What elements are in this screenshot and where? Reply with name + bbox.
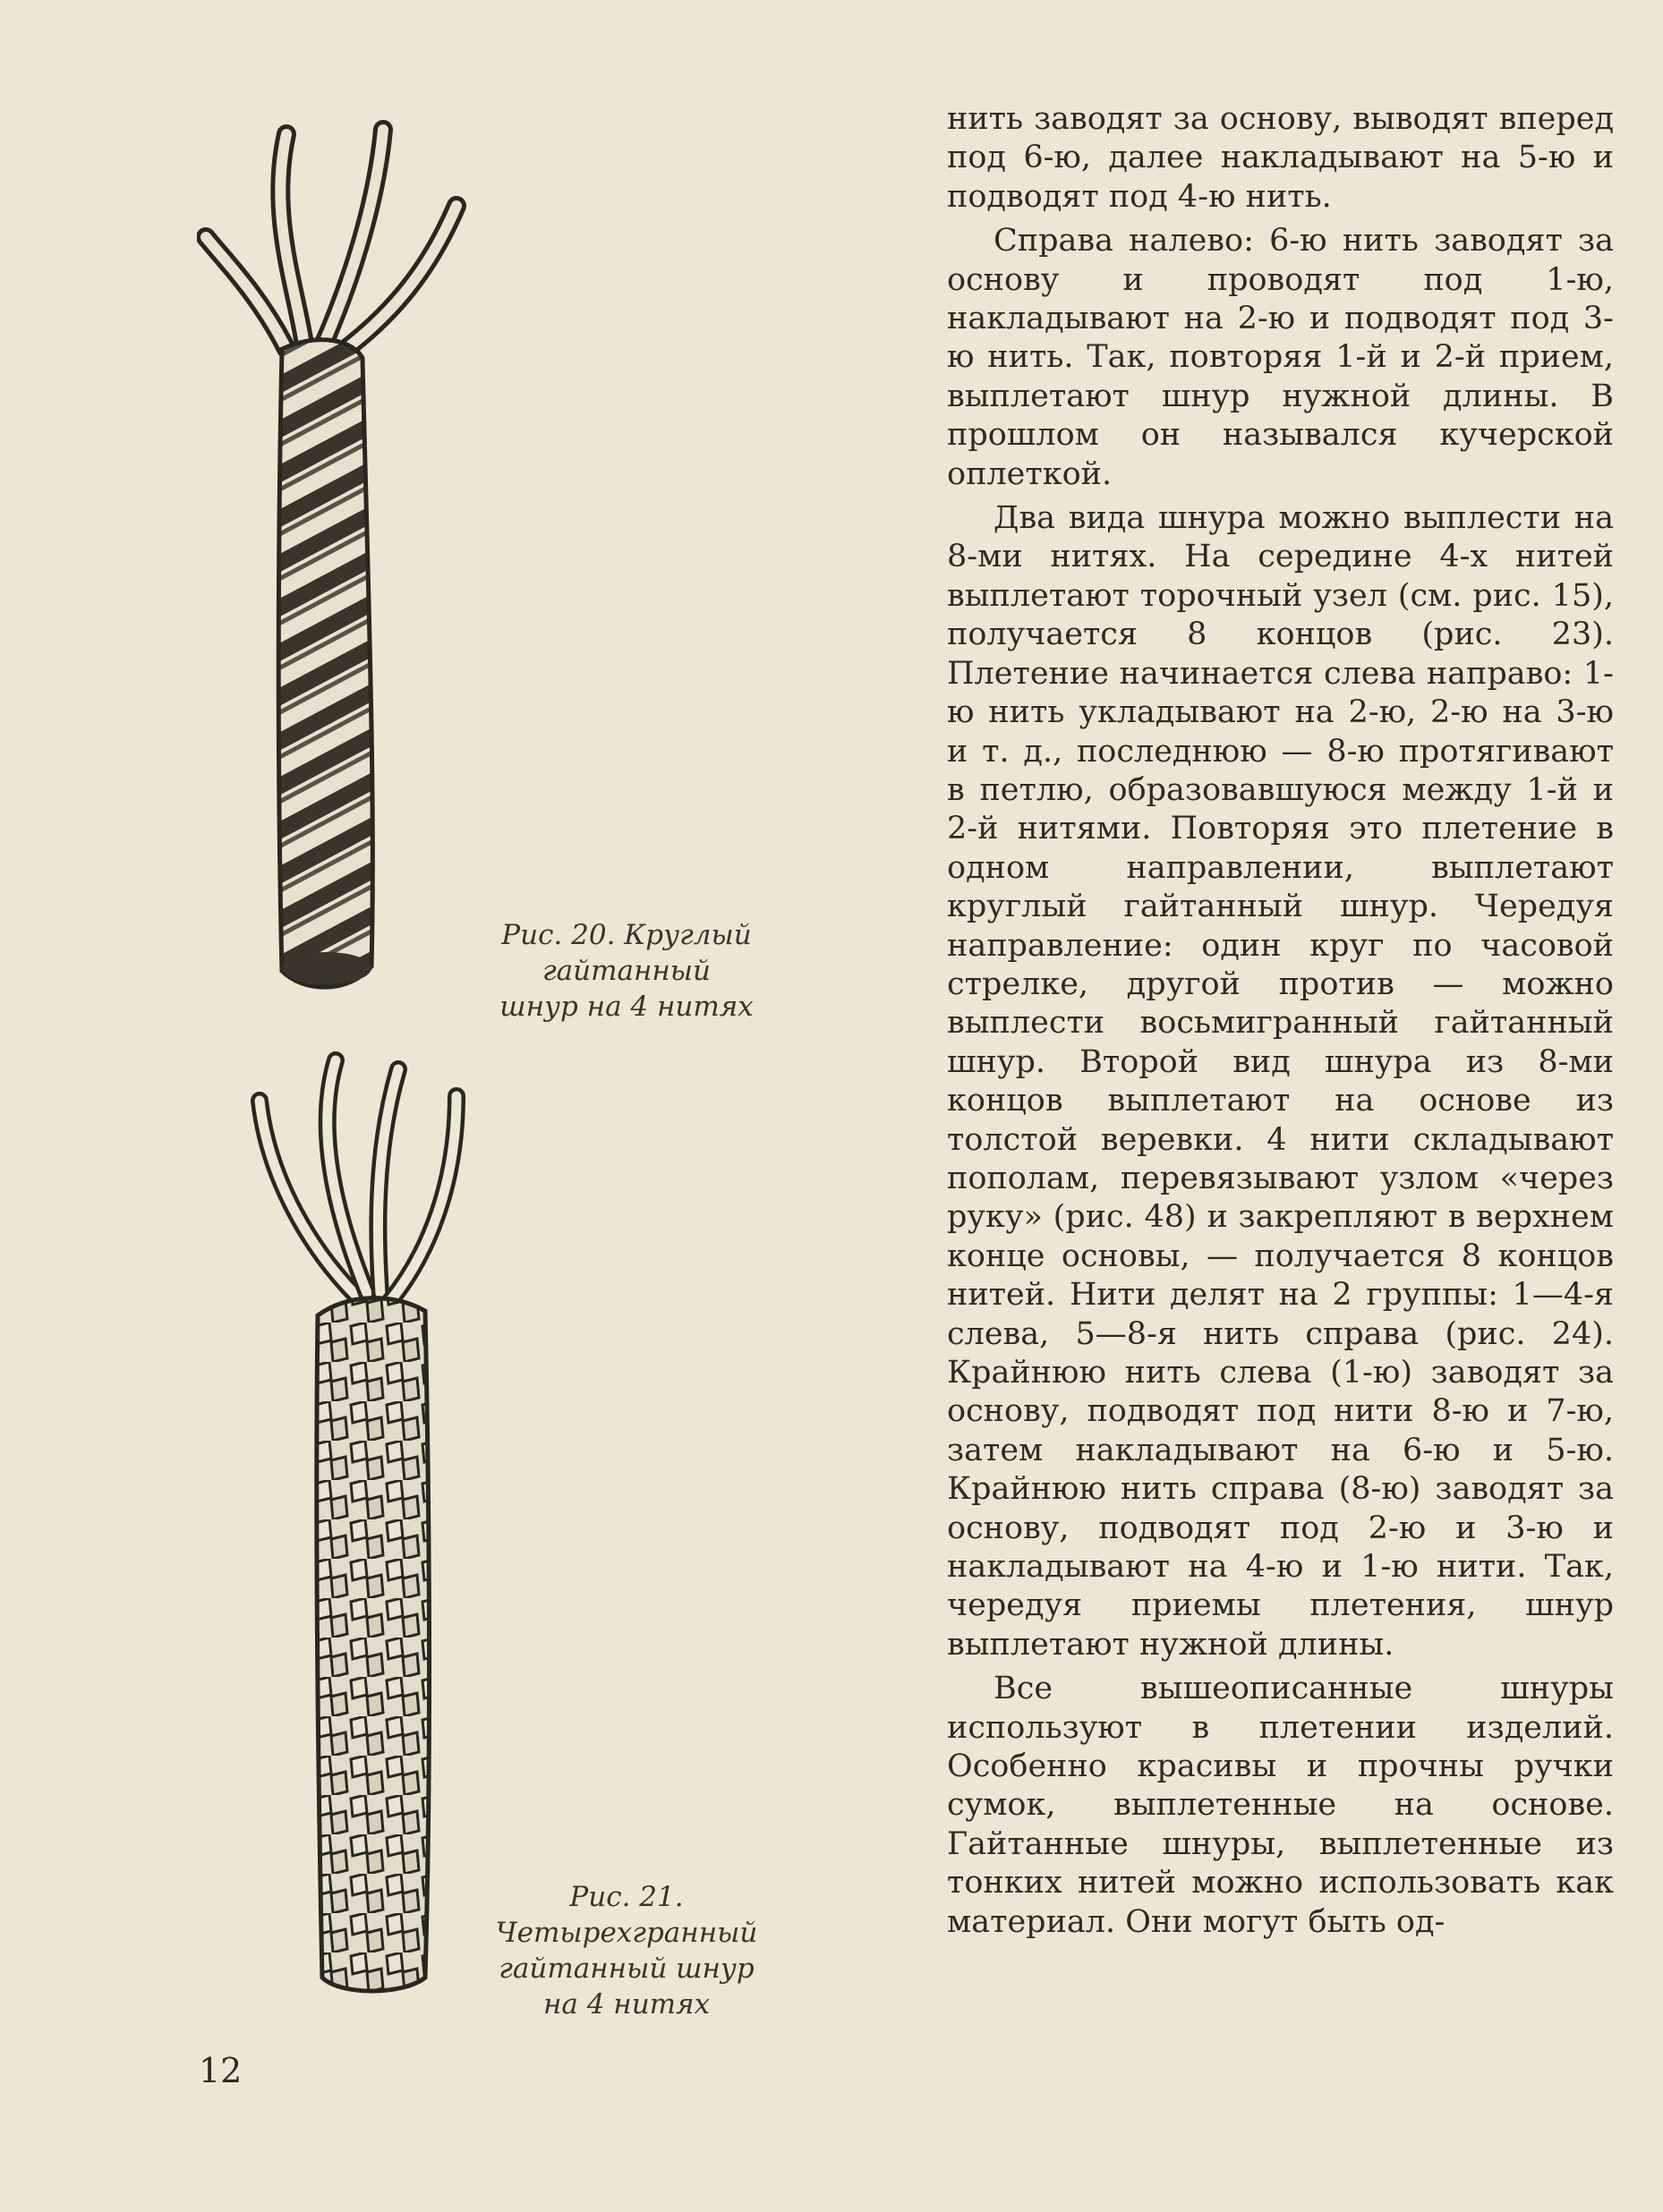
figure-20-number: Рис. 20. Круглый <box>501 919 752 951</box>
figure-20-caption <box>465 917 788 1025</box>
figure-21-line: Четырехгранный <box>495 1917 758 1949</box>
figure-20-line: шнур на 4 нитях <box>499 991 754 1023</box>
body-text-column <box>947 100 1614 1942</box>
paragraph: Справа налево: 6-ю нить заводят за основу и проводят под 1-ю, накладывают на 2-ю и подводят под 3-ю нить. Так, повторяя 1-й и 2-й прием, выплетают шнур нужной длины. В прошлом он назывался кучерской оплеткой. <box>947 223 1614 492</box>
page-number: 12 <box>199 2051 243 2090</box>
figure-21-line: на 4 нитях <box>542 1988 711 2021</box>
paragraph: Два вида шнура можно выплести на 8-ми нитях. На середине 4-х нитей выплетают торочный узел (см. рис. 15), получается 8 концов (рис. 23). Плетение начинается слева направо: 1-ю нить укладывают на 2-ю, 2-ю на 3-ю и т. д., последнюю — 8-ю протягивают в петлю, образовавшуюся между 1-й и 2-й нитями. Повторяя это плетение в одном направлении, выплетают круглый гайтанный шнур. Чередуя направление: один круг по часовой стрелке, другой против — можно выплести восьмигранный гайтанный шнур. Второй вид шнура из 8-ми концов выплетают на основе из толстой веревки. 4 нити складывают пополам, перевязывают узлом «через руку» (рис. 48) и закрепляют в верхнем конце основы, — получается 8 концов нитей. Нити делят на 2 группы: 1—4-я слева, 5—8-я нить справа (рис. 24). Крайнюю нить слева (1-ю) заводят за основу, подводят под нити 8-ю и 7-ю, затем накладывают на 6-ю и 5-ю. Крайнюю нить справа (8-ю) заводят за основу, подводят под 2-ю и 3-ю и накладывают на 4-ю и 1-ю нити. Так, чередуя приемы плетения, шнур выплетают нужной длины. <box>947 500 1614 1663</box>
paragraph: нить заводят за основу, выводят вперед под 6-ю, далее накладывают на 5-ю и подводят под 4-ю нить. <box>947 101 1614 215</box>
figure-21-number: Рис. 21. <box>569 1881 684 1913</box>
figure-21-caption <box>483 1879 770 2022</box>
figure-20-line: гайтанный <box>542 955 712 987</box>
figure-21-line: гайтанный шнур <box>499 1953 755 1985</box>
round-cord-illustration <box>197 107 609 1020</box>
square-cord-illustration <box>242 1047 510 2013</box>
paragraph: Все вышеописанные шнуры используют в плетении изделий. Особенно красивы и прочны ручки сумок, выплетенные на основе. Гайтанные шнуры, выплетенные из тонких нитей можно использовать как материал. Они могут быть од- <box>947 1671 1614 1940</box>
